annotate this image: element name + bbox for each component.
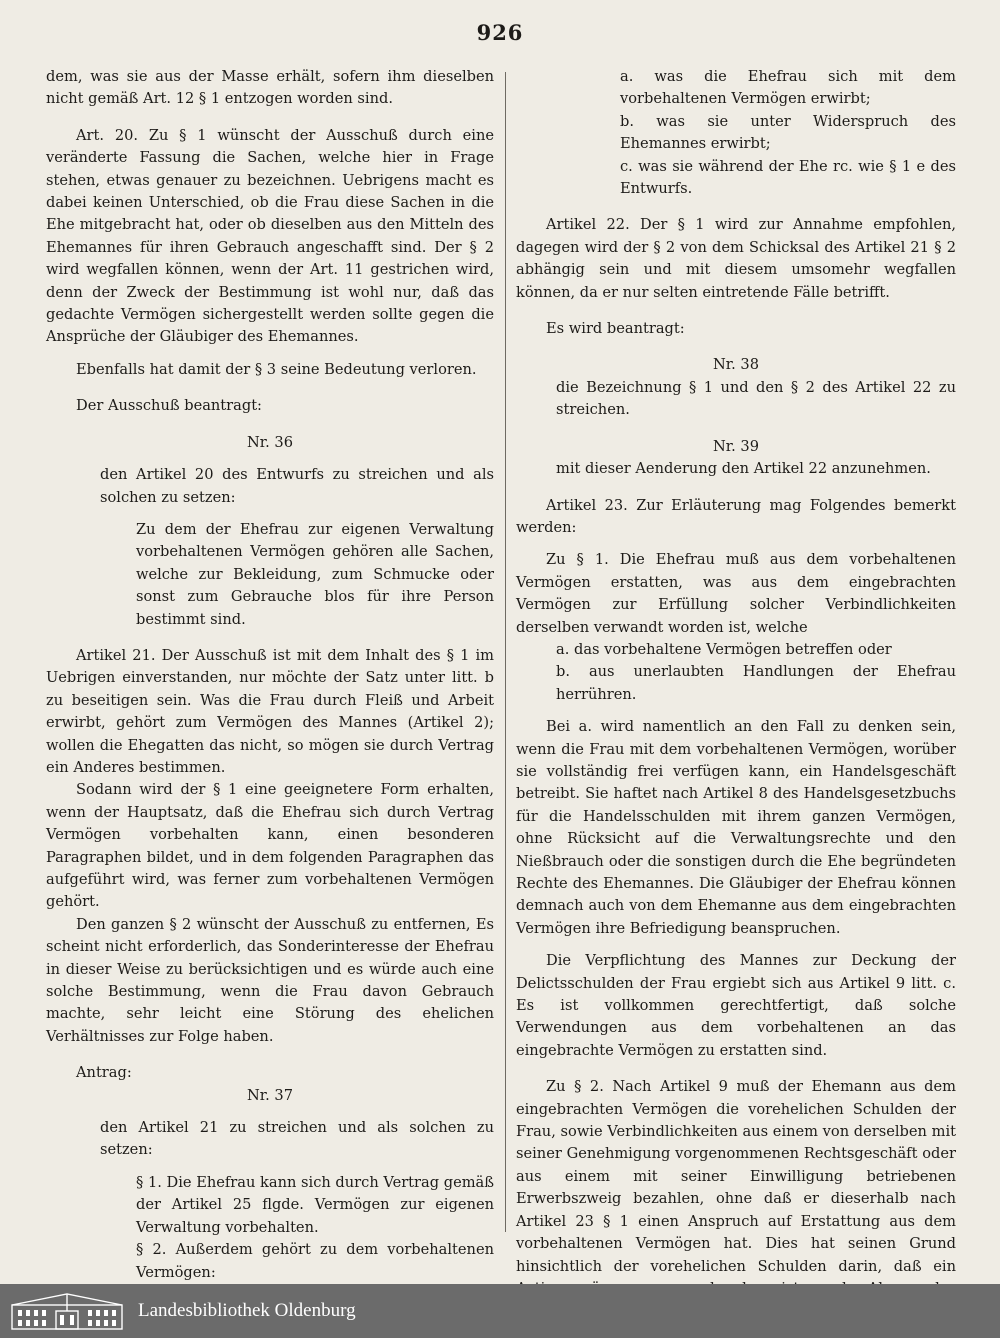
left-column-paragraph: Antrag: xyxy=(76,1064,132,1082)
right-column-paragraph: a. was die Ehefrau sich mit dem vorbehaltenen Vermögen erwirbt; xyxy=(620,68,956,108)
left-column-paragraph: Der Ausschuß beantragt: xyxy=(76,397,262,415)
left-column-paragraph: Zu dem der Ehefrau zur eigenen Verwaltung vorbehaltenen Vermögen gehören alle Sachen, welche zur Bekleidung, zum Schmucke oder sonst zum Gebrauche blos für ihre Person bestimmt sind. xyxy=(136,520,494,628)
right-column-paragraph: mit dieser Aenderung den Artikel 22 anzunehmen. xyxy=(556,460,931,478)
left-column-paragraph: Art. 20. Zu § 1 wünscht der Ausschuß durch eine veränderte Fassung die Sachen, welche hier in Frage stehen, etwas genauer zu bezeichnen. Uebrigens macht es dabei keinen Unterschied, ob die Frau diese Sachen in die Ehe mitgebracht hat, oder ob dieselben aus den Mitteln des Ehemannes für ihren Gebrauch angeschafft sind. Der § 2 wird wegfallen können, wenn der Art. 11 gestrichen wird, denn der Zweck der Bestimmung ist wohl nur, daß das gedachte Vermögen sichergestellt werden sollte gegen die Ansprüche der Gläubiger des Ehemannes. xyxy=(46,126,494,346)
left-column-paragraph: den Artikel 21 zu streichen und als solchen zu setzen: xyxy=(100,1119,494,1159)
right-column xyxy=(516,66,956,1323)
left-column-paragraph: Ebenfalls hat damit der § 3 seine Bedeutung verloren. xyxy=(76,360,477,378)
right-column-paragraph: Zu § 2. Nach Artikel 9 muß der Ehemann aus dem eingebrachten Vermögen die vorehelichen Schulden der Frau, sowie Verbindlichkeiten aus einem von derselben mit seiner Genehmigung vorgenommenen Rechtsgeschäft oder aus einem mit seiner Einwilligung betriebenen Erwerbszweig bezahlen, ohne daß er dieserhalb nach Artikel 23 § 1 einen Anspruch auf Erstattung aus dem vorbehaltenen Vermögen hat. Dies hat seinen Grund hinsichtlich der vorehelichen Schulden darin, daß ein xyxy=(516,1078,956,1275)
left-column xyxy=(46,66,494,1284)
right-column-paragraph: Bei a. wird namentlich an den Fall zu denken sein, wenn die Frau mit dem vorbehaltenen Vermögen, worüber sie vollständig frei verfügen kann, ein Handelsgeschäft betreibt. Sie haftet nach Artikel 8 des Handelsgesetzbuchs für die Handelsschulden mit ihrem ganzen Vermögen, ohne Rücksicht auf die Verwaltungsrechte und den Nießbrauch oder die sonstigen durch die Ehe begründeten Rechte des Ehemannes. Die Gläubiger der Ehefrau können demnach auch von dem Ehemanne aus dem eingebrachten Vermögen ihre Befriedigung beanspruchen. xyxy=(516,718,956,937)
right-column-paragraph: Artikel 22. Der § 1 wird zur Annahme empfohlen, dagegen wird der § 2 von dem Schicksal des Artikel 21 § 2 abhängig sein und mit diesem umsomehr wegfallen können, da er nur selten eintretende Fälle betrifft. xyxy=(516,216,956,301)
footer-library-name: Landesbibliothek Oldenburg xyxy=(138,1300,356,1321)
left-column-paragraph: Nr. 37 xyxy=(247,1086,293,1104)
right-column-paragraph: b. aus unerlaubten Handlungen der Ehefrau herrühren. xyxy=(556,663,956,703)
right-column-paragraph: Nr. 38 xyxy=(713,356,759,374)
column-divider xyxy=(505,72,506,1232)
right-column-paragraph: die Bezeichnung § 1 und den § 2 des Artikel 22 zu streichen. xyxy=(556,378,956,419)
right-column-paragraph: c. was sie während der Ehe rc. wie § 1 e des Entwurfs. xyxy=(620,157,956,198)
left-column-paragraph: Artikel 21. Der Ausschuß ist mit dem Inhalt des § 1 im Uebrigen einverstanden, nur möchte der Satz unter litt. b zu beseitigen sein. Was die Frau durch Fleiß und Arbeit erwirbt, gehört zum Vermögen des Mannes (Artikel 2); wollen die Ehegatten das nicht, so mögen sie durch Vertrag ein Anderes bestimmen. xyxy=(46,646,494,776)
left-column-paragraph: Nr. 36 xyxy=(247,433,293,451)
left-column-paragraph: dem, was sie aus der Masse erhält, sofern ihm dieselben nicht gemäß Art. 12 § 1 entzogen worden sind. xyxy=(46,68,494,108)
right-column-paragraph: Die Verpflichtung des Mannes zur Deckung der Delictsschulden der Frau ergiebt sich aus Artikel 9 litt. c. Es ist vollkommen gerechtfertigt, daß solche Verwendungen aus dem vorbehaltenen an das eingebrachte Vermögen zu erstatten sind. xyxy=(516,952,956,1059)
page-number: 926 xyxy=(476,20,524,45)
right-column-paragraph: a. das vorbehaltene Vermögen betreffen oder xyxy=(556,640,892,658)
left-column-paragraph: Den ganzen § 2 wünscht der Ausschuß zu entfernen, Es scheint nicht erforderlich, das Sonderinteresse der Ehefrau in dieser Weise zu berücksichtigen und es würde auch eine solche Bestimmung, wenn die Frau davon Gebrauch machte, sehr leicht eine Störung des ehelichen Verhältnisses zur Folge haben. xyxy=(46,915,494,1045)
right-column-paragraph: Zu § 1. Die Ehefrau muß aus dem vorbehaltenen Vermögen erstatten, was aus dem eingebrachten Vermögen zur Erfüllung solcher Verbindlichkeiten derselben verwandt worden ist, welche xyxy=(516,551,956,636)
library-footer-bar xyxy=(0,1284,1000,1338)
right-column-paragraph: Nr. 39 xyxy=(713,437,759,455)
library-building-icon xyxy=(8,1291,126,1331)
left-column-paragraph: § 1. Die Ehefrau kann sich durch Vertrag gemäß der Artikel 25 flgde. Vermögen zur eigenen Verwaltung vorbehalten. xyxy=(136,1173,494,1236)
right-column-paragraph: Es wird beantragt: xyxy=(546,320,685,338)
right-column-paragraph: b. was sie unter Widerspruch des Ehemannes erwirbt; xyxy=(620,112,956,153)
left-column-paragraph: Sodann wird der § 1 eine geeignetere Form erhalten, wenn der Hauptsatz, daß die Ehefrau sich durch Vertrag Vermögen vorbehalten kann, einen besonderen Paragraphen bildet, und in dem folgenden Paragraphen das aufgeführt wird, was ferner zum vorbehaltenen Vermögen gehört. xyxy=(46,781,494,911)
right-column-paragraph: Artikel 23. Zur Erläuterung mag Folgendes bemerkt werden: xyxy=(516,496,956,536)
left-column-paragraph: den Artikel 20 des Entwurfs zu streichen und als solchen zu setzen: xyxy=(100,466,494,506)
left-column-paragraph: § 2. Außerdem gehört zu dem vorbehaltenen Vermögen: xyxy=(136,1241,494,1281)
